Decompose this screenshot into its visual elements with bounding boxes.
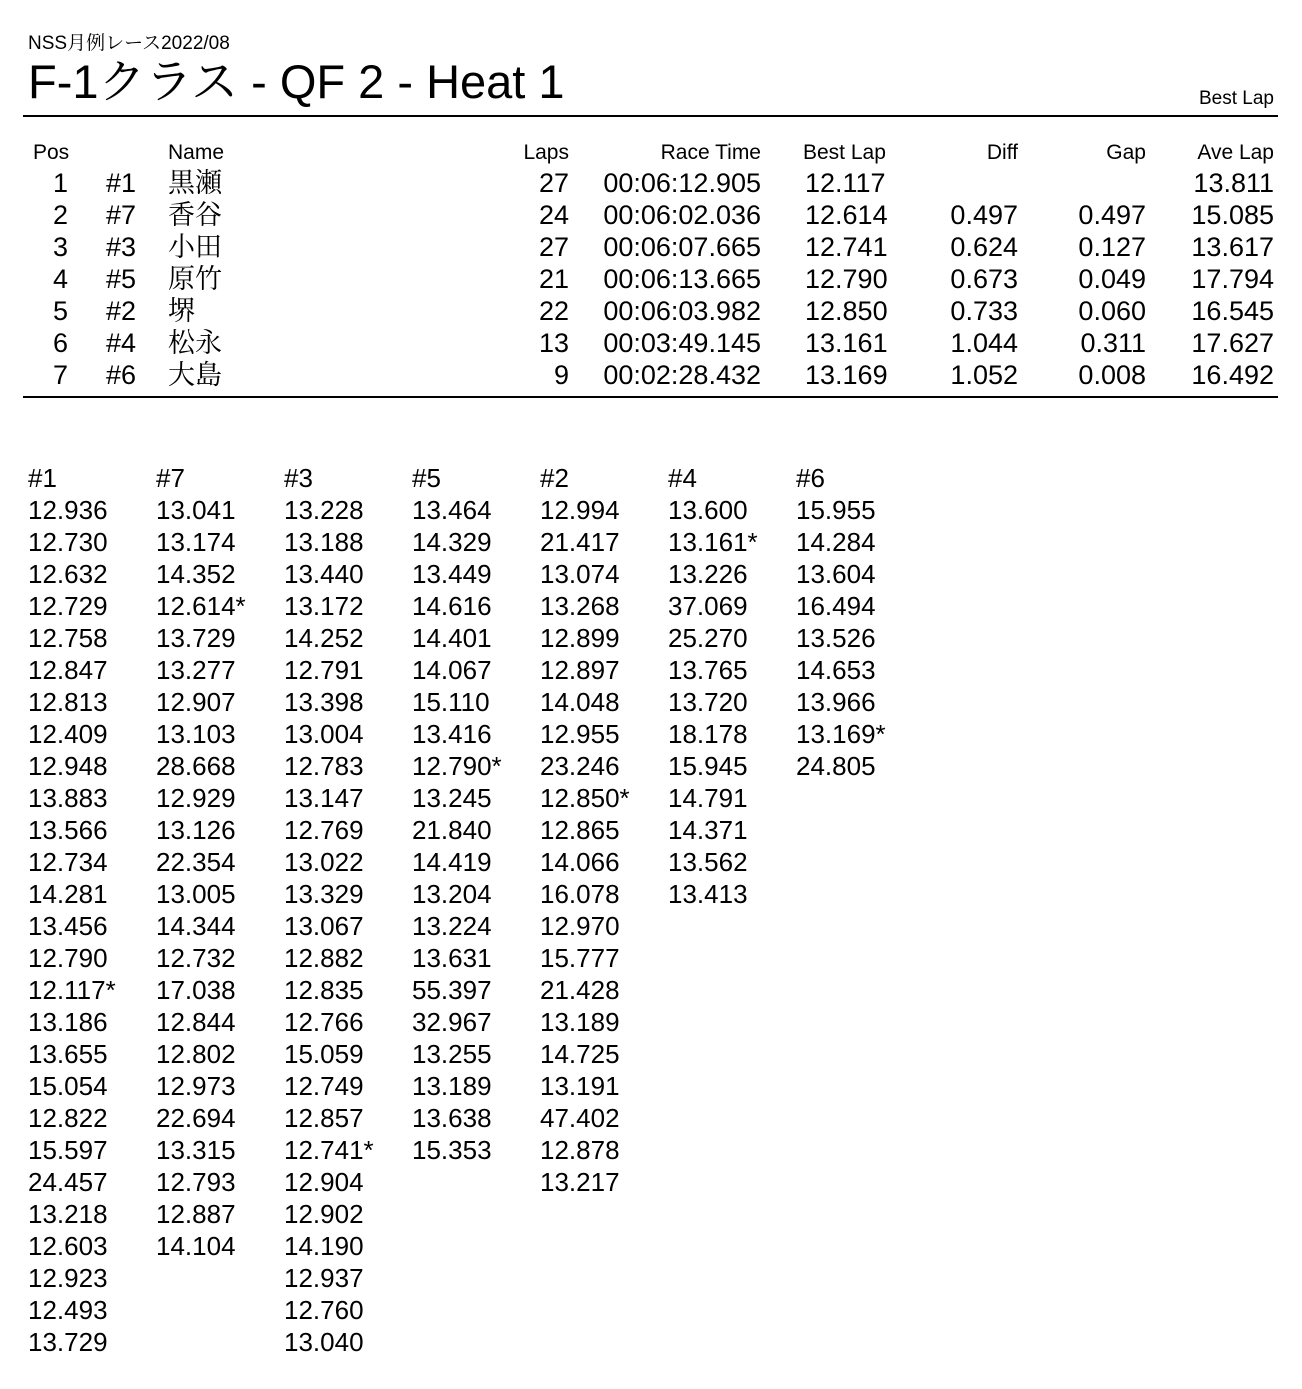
lap-time: 24.805 <box>796 751 876 781</box>
cell-race-time: 00:06:07.665 <box>603 232 761 262</box>
lap-time: 13.224 <box>412 911 492 941</box>
lap-time: 13.268 <box>540 591 620 621</box>
cell-pos: 4 <box>52 264 68 294</box>
cell-pos: 6 <box>52 328 68 358</box>
lap-time: 13.566 <box>28 815 108 845</box>
lap-time: 14.616 <box>412 591 492 621</box>
cell-pos: 1 <box>52 168 68 198</box>
lap-time: 13.040 <box>284 1327 364 1357</box>
cell-name: 小田 <box>168 232 222 262</box>
lap-time: 13.765 <box>668 655 748 685</box>
lap-time: 12.117* <box>28 975 116 1005</box>
lap-time: 13.655 <box>28 1039 108 1069</box>
col-header-ave-lap: Ave Lap <box>1197 141 1274 164</box>
lap-time: 13.189 <box>412 1071 492 1101</box>
cell-gap: 0.060 <box>1078 296 1146 326</box>
lap-time: 13.189 <box>540 1007 620 1037</box>
lap-time: 13.562 <box>668 847 748 877</box>
lap-time: 12.907 <box>156 687 236 717</box>
lap-time: 13.638 <box>412 1103 492 1133</box>
lap-time: 21.417 <box>540 527 620 557</box>
lap-time: 12.741* <box>284 1135 374 1165</box>
lap-time: 25.270 <box>668 623 748 653</box>
lap-column-car: #6 <box>796 463 825 493</box>
lap-time: 12.878 <box>540 1135 620 1165</box>
lap-time: 12.835 <box>284 975 364 1005</box>
lap-time: 12.847 <box>28 655 108 685</box>
col-header-laps: Laps <box>523 141 569 164</box>
cell-race-time: 00:06:13.665 <box>603 264 761 294</box>
lap-time: 13.204 <box>412 879 492 909</box>
lap-time: 22.354 <box>156 847 236 877</box>
cell-pos: 2 <box>52 200 68 230</box>
lap-column-car: #1 <box>28 463 57 493</box>
cell-car: #1 <box>106 168 137 198</box>
lap-time: 12.632 <box>28 559 108 589</box>
table-row <box>0 327 1302 359</box>
lap-time: 13.228 <box>284 495 364 525</box>
lap-time: 12.899 <box>540 623 620 653</box>
lap-column-car: #5 <box>412 463 441 493</box>
lap-time: 13.526 <box>796 623 876 653</box>
table-row <box>0 167 1302 199</box>
table-row <box>0 199 1302 231</box>
lap-time: 14.067 <box>412 655 492 685</box>
cell-gap: 0.311 <box>1080 328 1146 358</box>
cell-gap: 0.008 <box>1078 360 1146 390</box>
lap-time: 18.178 <box>668 719 748 749</box>
lap-time: 13.041 <box>156 495 236 525</box>
cell-name: 黒瀬 <box>168 168 222 198</box>
lap-time: 12.902 <box>284 1199 364 1229</box>
lap-time: 37.069 <box>668 591 748 621</box>
lap-time: 13.440 <box>284 559 364 589</box>
lap-time: 13.174 <box>156 527 236 557</box>
cell-ave-lap: 15.085 <box>1191 200 1274 230</box>
lap-time: 13.883 <box>28 783 108 813</box>
lap-time: 12.749 <box>284 1071 364 1101</box>
lap-time: 13.169* <box>796 719 886 749</box>
lap-time: 13.729 <box>156 623 236 653</box>
lap-time: 13.604 <box>796 559 876 589</box>
lap-column <box>412 462 540 1166</box>
lap-time: 17.038 <box>156 975 236 1005</box>
lap-time: 12.822 <box>28 1103 108 1133</box>
lap-time: 12.409 <box>28 719 108 749</box>
cell-laps: 21 <box>538 264 569 294</box>
lap-time: 12.850* <box>540 783 630 813</box>
cell-ave-lap: 16.545 <box>1191 296 1274 326</box>
lap-time: 12.955 <box>540 719 620 749</box>
lap-time: 12.973 <box>156 1071 236 1101</box>
lap-time: 12.887 <box>156 1199 236 1229</box>
lap-time: 15.597 <box>28 1135 108 1165</box>
cell-diff: 0.733 <box>950 296 1018 326</box>
lap-time: 55.397 <box>412 975 492 1005</box>
col-header-gap: Gap <box>1106 141 1146 164</box>
col-header-name: Name <box>168 141 225 164</box>
lap-time: 12.793 <box>156 1167 236 1197</box>
cell-diff: 1.052 <box>950 360 1018 390</box>
lap-time: 14.284 <box>796 527 876 557</box>
cell-race-time: 00:06:12.905 <box>603 168 761 198</box>
lap-time: 12.802 <box>156 1039 236 1069</box>
lap-time: 12.882 <box>284 943 364 973</box>
lap-time: 12.729 <box>28 591 108 621</box>
lap-time: 14.401 <box>412 623 492 653</box>
lap-time: 13.126 <box>156 815 236 845</box>
lap-time: 15.054 <box>28 1071 108 1101</box>
cell-car: #5 <box>106 264 137 294</box>
cell-laps: 13 <box>538 328 569 358</box>
lap-time: 12.923 <box>28 1263 108 1293</box>
lap-time: 23.246 <box>540 751 620 781</box>
cell-laps: 27 <box>538 168 569 198</box>
lap-time: 13.004 <box>284 719 364 749</box>
lap-time: 12.614* <box>156 591 246 621</box>
cell-best-lap: 12.614 <box>805 200 888 230</box>
lap-time: 13.067 <box>284 911 364 941</box>
cell-best-lap: 12.850 <box>805 296 888 326</box>
lap-time: 16.078 <box>540 879 620 909</box>
cell-race-time: 00:03:49.145 <box>603 328 761 358</box>
lap-time: 13.398 <box>284 687 364 717</box>
cell-ave-lap: 13.811 <box>1193 168 1274 198</box>
lap-time: 13.188 <box>284 527 364 557</box>
lap-time: 14.066 <box>540 847 620 877</box>
lap-time: 13.186 <box>28 1007 108 1037</box>
table-row <box>0 359 1302 391</box>
cell-best-lap: 12.117 <box>805 168 886 198</box>
results-divider <box>23 396 1278 398</box>
lap-time: 15.110 <box>412 687 490 717</box>
lap-time: 13.245 <box>412 783 492 813</box>
cell-best-lap: 13.169 <box>805 360 888 390</box>
lap-time: 13.277 <box>156 655 236 685</box>
lap-time: 14.190 <box>284 1231 364 1261</box>
lap-column <box>156 462 284 1262</box>
lap-column-car: #2 <box>540 463 569 493</box>
lap-time: 13.103 <box>156 719 236 749</box>
lap-time: 14.329 <box>412 527 492 557</box>
cell-ave-lap: 17.794 <box>1191 264 1274 294</box>
col-header-best-lap: Best Lap <box>803 141 886 164</box>
col-header-diff: Diff <box>986 141 1018 164</box>
cell-pos: 5 <box>52 296 68 326</box>
lap-time: 13.729 <box>28 1327 108 1357</box>
lap-time: 24.457 <box>28 1167 108 1197</box>
cell-laps: 22 <box>538 296 569 326</box>
lap-time: 12.929 <box>156 783 236 813</box>
event-name: NSS月例レース2022/08 <box>28 33 230 54</box>
cell-race-time: 00:02:28.432 <box>603 360 761 390</box>
lap-time: 15.945 <box>668 751 748 781</box>
lap-time: 12.857 <box>284 1103 364 1133</box>
col-header-pos: Pos <box>33 141 70 164</box>
lap-time: 15.059 <box>284 1039 364 1069</box>
lap-column <box>28 462 156 1358</box>
table-row <box>0 231 1302 263</box>
cell-best-lap: 13.161 <box>805 328 888 358</box>
lap-time: 14.371 <box>668 815 748 845</box>
cell-car: #7 <box>106 200 137 230</box>
lap-time: 12.994 <box>540 495 620 525</box>
lap-time: 21.840 <box>412 815 492 845</box>
lap-time: 12.813 <box>28 687 108 717</box>
table-row <box>0 263 1302 295</box>
lap-time: 13.413 <box>668 879 748 909</box>
lap-time: 14.791 <box>668 783 748 813</box>
lap-time: 12.730 <box>28 527 108 557</box>
lap-time: 12.783 <box>284 751 364 781</box>
lap-time: 13.022 <box>284 847 364 877</box>
lap-time: 12.732 <box>156 943 236 973</box>
lap-time: 12.936 <box>28 495 108 525</box>
lap-time: 12.865 <box>540 815 620 845</box>
lap-time: 12.791 <box>284 655 364 685</box>
lap-time: 14.419 <box>412 847 492 877</box>
lap-column-car: #3 <box>284 463 313 493</box>
lap-time: 13.226 <box>668 559 748 589</box>
lap-time: 13.191 <box>540 1071 620 1101</box>
lap-time: 32.967 <box>412 1007 492 1037</box>
lap-time: 12.790* <box>412 751 502 781</box>
lap-time: 12.760 <box>284 1295 364 1325</box>
lap-time: 12.970 <box>540 911 620 941</box>
lap-time: 13.456 <box>28 911 108 941</box>
lap-time: 13.600 <box>668 495 748 525</box>
cell-name: 大島 <box>168 360 222 390</box>
lap-time: 14.252 <box>284 623 364 653</box>
lap-time: 14.281 <box>28 879 108 909</box>
lap-time: 13.172 <box>284 591 364 621</box>
header-divider <box>23 115 1278 117</box>
cell-name: 香谷 <box>168 200 222 230</box>
cell-race-time: 00:06:02.036 <box>603 200 761 230</box>
lap-time: 14.352 <box>156 559 236 589</box>
lap-time: 12.937 <box>284 1263 364 1293</box>
lap-time: 13.005 <box>156 879 236 909</box>
cell-car: #2 <box>106 296 137 326</box>
cell-name: 原竹 <box>168 264 222 294</box>
lap-time: 13.217 <box>540 1167 620 1197</box>
cell-pos: 7 <box>52 360 68 390</box>
lap-time: 12.844 <box>156 1007 236 1037</box>
cell-race-time: 00:06:03.982 <box>603 296 761 326</box>
lap-time: 14.725 <box>540 1039 620 1069</box>
cell-laps: 24 <box>538 200 569 230</box>
lap-time: 12.758 <box>28 623 108 653</box>
cell-laps: 27 <box>538 232 569 262</box>
cell-diff: 0.673 <box>950 264 1018 294</box>
cell-best-lap: 12.741 <box>805 232 888 262</box>
lap-time: 13.315 <box>156 1135 236 1165</box>
lap-time: 13.329 <box>284 879 364 909</box>
lap-time: 13.631 <box>412 943 492 973</box>
lap-time: 13.464 <box>412 495 492 525</box>
lap-time: 47.402 <box>540 1103 620 1133</box>
lap-time: 12.603 <box>28 1231 108 1261</box>
lap-column-car: #7 <box>156 463 185 493</box>
lap-time: 22.694 <box>156 1103 236 1133</box>
lap-time: 14.344 <box>156 911 236 941</box>
cell-diff: 0.497 <box>950 200 1018 230</box>
lap-time: 28.668 <box>156 751 236 781</box>
lap-time: 12.766 <box>284 1007 364 1037</box>
lap-column-car: #4 <box>668 463 697 493</box>
lap-time: 13.720 <box>668 687 748 717</box>
lap-column <box>540 462 668 1198</box>
lap-time: 16.494 <box>796 591 876 621</box>
lap-time: 12.904 <box>284 1167 364 1197</box>
lap-column <box>284 462 412 1358</box>
cell-car: #3 <box>106 232 137 262</box>
cell-gap: 0.127 <box>1078 232 1146 262</box>
lap-time: 14.104 <box>156 1231 236 1261</box>
lap-time: 13.218 <box>28 1199 108 1229</box>
lap-time: 12.493 <box>28 1295 108 1325</box>
cell-ave-lap: 13.617 <box>1191 232 1274 262</box>
cell-ave-lap: 16.492 <box>1191 360 1274 390</box>
lap-time: 13.416 <box>412 719 492 749</box>
cell-laps: 9 <box>553 360 569 390</box>
cell-diff: 1.044 <box>950 328 1018 358</box>
page-title: F-1クラス - QF 2 - Heat 1 <box>28 55 565 108</box>
lap-time: 15.955 <box>796 495 876 525</box>
cell-diff: 0.624 <box>950 232 1018 262</box>
lap-time: 13.255 <box>412 1039 492 1069</box>
cell-gap: 0.049 <box>1078 264 1146 294</box>
cell-car: #6 <box>106 360 137 390</box>
lap-time: 15.353 <box>412 1135 492 1165</box>
lap-time: 13.449 <box>412 559 492 589</box>
cell-name: 堺 <box>168 296 195 326</box>
sort-label: Best Lap <box>1199 88 1274 109</box>
cell-best-lap: 12.790 <box>805 264 888 294</box>
cell-car: #4 <box>106 328 137 358</box>
cell-pos: 3 <box>52 232 68 262</box>
lap-time: 14.653 <box>796 655 876 685</box>
lap-time: 15.777 <box>540 943 620 973</box>
lap-time: 13.161* <box>668 527 758 557</box>
lap-time: 12.769 <box>284 815 364 845</box>
lap-time: 21.428 <box>540 975 620 1005</box>
lap-time: 12.948 <box>28 751 108 781</box>
lap-time: 12.897 <box>540 655 620 685</box>
cell-name: 松永 <box>168 328 222 358</box>
lap-time: 13.074 <box>540 559 620 589</box>
lap-time: 12.790 <box>28 943 108 973</box>
lap-time: 13.966 <box>796 687 876 717</box>
cell-gap: 0.497 <box>1078 200 1146 230</box>
lap-time: 14.048 <box>540 687 620 717</box>
table-row <box>0 295 1302 327</box>
cell-ave-lap: 17.627 <box>1191 328 1274 358</box>
lap-time: 12.734 <box>28 847 108 877</box>
lap-column <box>796 462 924 782</box>
lap-time: 13.147 <box>284 783 364 813</box>
lap-column <box>668 462 796 910</box>
col-header-race-time: Race Time <box>660 141 761 164</box>
